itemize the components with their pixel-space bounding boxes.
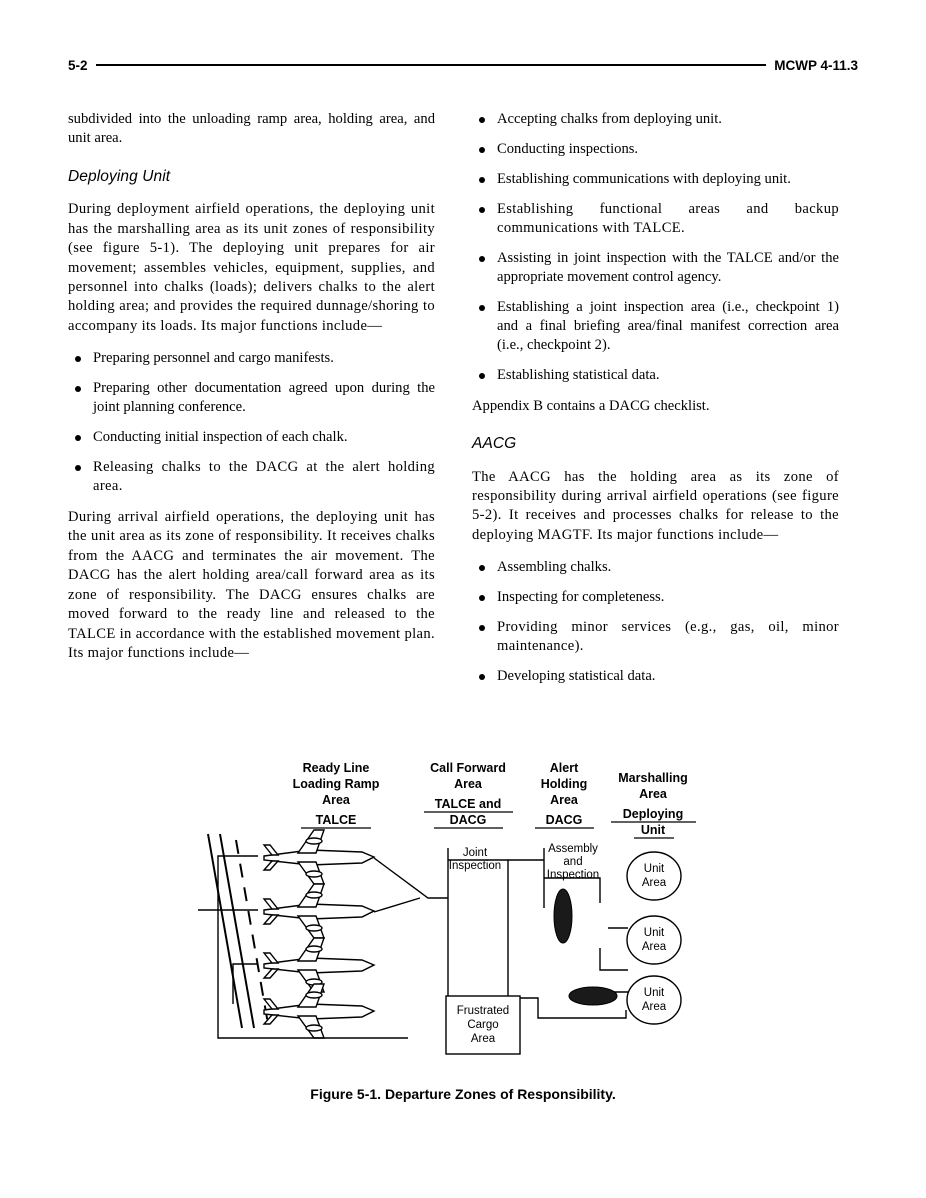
- svg-text:Area: Area: [641, 877, 667, 889]
- list-item: Assisting in joint inspection with the TALCE and/or the appropriate movement control agency.: [472, 249, 839, 287]
- departure-zones-diagram: [68, 748, 858, 1078]
- intro-paragraph: subdivided into the unloading ramp area, holding area, and unit area.: [68, 111, 435, 147]
- svg-text:Unit: Unit: [640, 823, 666, 837]
- aacg-function-bullets: [472, 558, 839, 686]
- label-joint-inspection: Joint: [462, 847, 488, 859]
- page-number: 5-2: [68, 57, 88, 73]
- list-item: Preparing other documentation agreed upon during the joint planning conference.: [68, 379, 435, 417]
- svg-text:Inspection: Inspection: [546, 869, 600, 881]
- figure-heading-alert-holding: Alert: [549, 761, 579, 775]
- svg-text:Cargo: Cargo: [467, 1019, 499, 1031]
- heading-aacg: AACG: [472, 435, 517, 453]
- unit-area-2: [627, 916, 681, 964]
- list-item: Establishing communications with deploying unit.: [472, 170, 839, 189]
- figure-heading-deploying-unit: Deploying: [622, 807, 684, 821]
- figure-heading-ready-line: Ready Line: [302, 761, 370, 775]
- figure-heading-dacg: DACG: [545, 813, 583, 827]
- header-rule: [96, 64, 767, 67]
- heading-deploying-unit: Deploying Unit: [68, 167, 171, 185]
- list-item: Developing statistical data.: [472, 667, 839, 686]
- svg-text:and: and: [563, 856, 583, 868]
- appendix-note: Appendix B contains a DACG checklist.: [472, 397, 710, 414]
- list-item: Establishing a joint inspection area (i.e., checkpoint 1) and a final briefing area/final manifest correction area (i.e., checkpoint 2).: [472, 298, 839, 355]
- figure-heading-call-forward: Call Forward: [430, 761, 506, 775]
- svg-text:Area: Area: [641, 1001, 667, 1013]
- list-item: Inspecting for completeness.: [472, 588, 839, 607]
- deploying-unit-bullets: [68, 349, 435, 496]
- figure-heading-talce-dacg: TALCE and: [434, 797, 502, 811]
- arrival-operations-paragraph: During arrival airfield operations, the deploying unit has the unit area as its zone of responsibility. It receives chalks from the AACG and terminates the air movement. The DACG has the alert holding area/call forward area as its zone of responsibility. The DACG ensures chalks are moved forward to the ready line and released to the TALCE in accordance with the established movement plan. Its major functions include—: [68, 509, 435, 661]
- svg-text:DACG: DACG: [449, 813, 487, 827]
- unit-area-1: [627, 852, 681, 900]
- list-item: Assembling chalks.: [472, 558, 839, 577]
- right-column: [472, 110, 839, 698]
- list-item: Establishing functional areas and backup communications with TALCE.: [472, 200, 839, 238]
- deploying-unit-paragraph: During deployment airfield operations, the deploying unit has the marshalling area as its unit zones of responsibility (see figure 5-1). The deploying unit prepares for air movement; assembles vehicles, equipment, supplies, and personnel into chalks (loads); delivers chalks to the alert holding area; and provides the required dunnage/shoring to accompany its loads. Its major functions include—: [68, 201, 435, 334]
- assembly-inspection-marker: [554, 889, 572, 943]
- label-assembly-inspection: Assembly: [548, 843, 598, 855]
- svg-text:Area: Area: [550, 793, 578, 807]
- figure-heading-talce: TALCE: [315, 813, 357, 827]
- list-item: Providing minor services (e.g., gas, oil, minor maintenance).: [472, 618, 839, 656]
- svg-text:Unit: Unit: [643, 987, 665, 999]
- svg-text:Holding: Holding: [540, 777, 588, 791]
- svg-text:Loading Ramp: Loading Ramp: [292, 777, 380, 791]
- dacg-function-bullets: [472, 110, 839, 385]
- svg-text:Area: Area: [641, 941, 667, 953]
- figure-heading-marshalling: Marshalling: [618, 771, 688, 785]
- figure-caption: Figure 5-1. Departure Zones of Responsibility.: [310, 1086, 616, 1102]
- left-column: [68, 110, 435, 676]
- list-item: Establishing statistical data.: [472, 366, 839, 385]
- unit-area-3: [627, 976, 681, 1024]
- figure-5-1: [68, 748, 858, 1138]
- list-item: Conducting initial inspection of each chalk.: [68, 428, 435, 447]
- list-item: Releasing chalks to the DACG at the alert holding area.: [68, 458, 435, 496]
- aacg-paragraph: The AACG has the holding area as its zone of responsibility during arrival airfield operations (see figure 5-2). It receives and processes chalks for release to the deploying MAGTF. Its major functions include—: [472, 468, 839, 543]
- svg-text:Area: Area: [322, 793, 350, 807]
- svg-text:Inspection: Inspection: [448, 860, 502, 872]
- svg-text:Unit: Unit: [643, 927, 665, 939]
- holding-marker: [569, 987, 617, 1005]
- aircraft-icons: [264, 830, 374, 1038]
- page-header: [68, 52, 858, 78]
- svg-text:Area: Area: [470, 1033, 496, 1045]
- list-item: Preparing personnel and cargo manifests.: [68, 349, 435, 368]
- list-item: Conducting inspections.: [472, 140, 839, 159]
- svg-text:Unit: Unit: [643, 863, 665, 875]
- document-id: MCWP 4-11.3: [774, 57, 858, 73]
- svg-text:Area: Area: [454, 777, 482, 791]
- list-item: Accepting chalks from deploying unit.: [472, 110, 839, 129]
- label-frustrated-cargo: Frustrated: [456, 1005, 510, 1017]
- svg-text:Area: Area: [639, 787, 667, 801]
